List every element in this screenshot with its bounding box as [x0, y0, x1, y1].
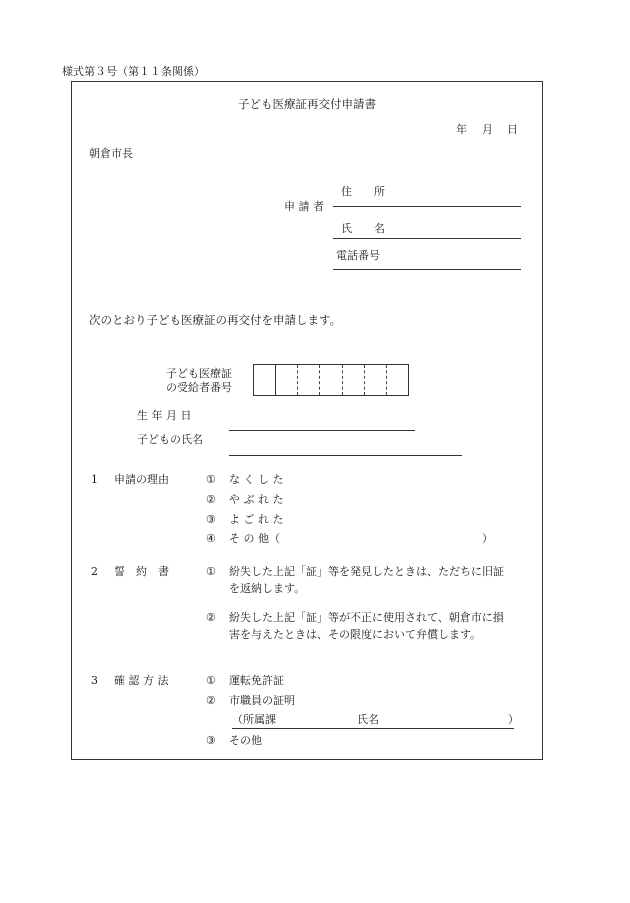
section-number: 2	[91, 565, 98, 578]
option-marker[interactable]: ④	[206, 532, 216, 545]
birthdate-label: 生 年 月 日	[137, 409, 192, 422]
option-marker[interactable]: ①	[206, 674, 216, 687]
date-year: 年	[456, 123, 467, 136]
staff-underline[interactable]	[232, 728, 514, 729]
option-text: や ぶ れ た	[229, 493, 284, 506]
option-marker[interactable]: ③	[206, 734, 216, 747]
option-marker[interactable]: ①	[206, 473, 216, 486]
digit-cell[interactable]	[387, 365, 408, 395]
recipient-number-label-2: の受給者番号	[166, 381, 232, 394]
form-number: 様式第３号（第１１条関係）	[62, 65, 205, 78]
applicant-label: 申 請 者	[284, 200, 324, 213]
child-name-underline[interactable]	[229, 455, 462, 456]
recipient-number-boxes[interactable]	[253, 364, 409, 396]
pledge-marker: ②	[206, 611, 216, 624]
option-text: 市職員の証明	[229, 694, 295, 707]
digit-cell[interactable]	[365, 365, 387, 395]
other-close-paren: ）	[482, 532, 493, 545]
section-heading: 確 認 方 法	[114, 674, 169, 687]
staff-dept-label: （所属課	[232, 713, 276, 726]
section-heading: 申請の理由	[114, 473, 169, 486]
section-number: 1	[91, 473, 98, 486]
recipient-number-label-1: 子ども医療証	[166, 367, 232, 380]
child-name-label: 子どもの氏名	[137, 433, 203, 446]
date-month: 月	[482, 123, 493, 136]
applicant-connector-line	[333, 206, 521, 207]
phone-label: 電話番号	[336, 249, 380, 262]
pledge-text: 紛失した上記「証」等が不正に使用されて、朝倉市に損害を与えたときは、その限度において弁償します。	[229, 611, 504, 641]
date-day: 日	[507, 123, 518, 136]
option-text: な く し た	[229, 473, 284, 486]
section-heading: 誓 約 書	[114, 565, 169, 578]
option-marker[interactable]: ③	[206, 513, 216, 526]
address-label: 住 所	[341, 185, 385, 198]
digit-cell[interactable]	[343, 365, 365, 395]
staff-name-label: 氏名	[357, 713, 379, 726]
pledge-text: 紛失した上記「証」等を発見したときは、ただちに旧証を返納します。	[229, 565, 504, 595]
option-marker[interactable]: ②	[206, 694, 216, 707]
phone-underline[interactable]	[333, 269, 521, 270]
birthdate-underline[interactable]	[229, 430, 415, 431]
name-label: 氏 名	[341, 222, 385, 235]
staff-close-paren: ）	[508, 713, 519, 726]
digit-cell[interactable]	[298, 365, 320, 395]
addressee: 朝倉市長	[89, 147, 133, 160]
digit-cell[interactable]	[320, 365, 342, 395]
statement: 次のとおり子ども医療証の再交付を申請します。	[89, 313, 342, 327]
name-underline[interactable]	[333, 238, 521, 239]
digit-cell[interactable]	[254, 365, 276, 395]
digit-cell[interactable]	[276, 365, 298, 395]
option-text: そ の 他（	[229, 532, 280, 545]
form-title: 子ども医療証再交付申請書	[238, 97, 376, 111]
option-text: よ ご れ た	[229, 513, 284, 526]
section-number: 3	[91, 674, 98, 687]
option-text: 運転免許証	[229, 674, 284, 687]
option-marker[interactable]: ②	[206, 493, 216, 506]
option-text: その他	[229, 734, 262, 747]
pledge-marker: ①	[206, 565, 216, 578]
